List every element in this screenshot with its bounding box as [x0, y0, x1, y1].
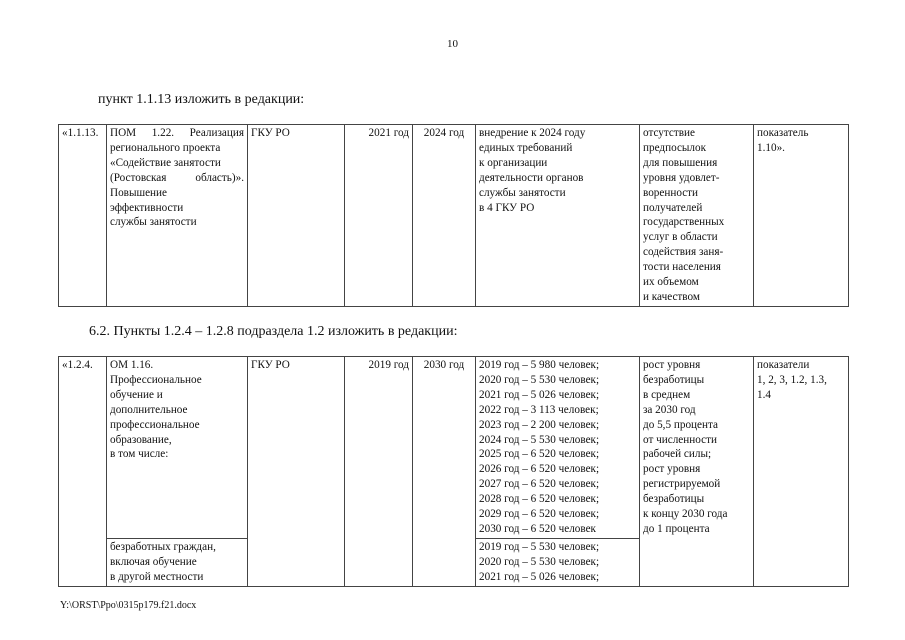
cell-indicators: показатели 1, 2, 3, 1.2, 1.3, 1.4 [754, 357, 849, 587]
cell-end-year: 2030 год [413, 357, 476, 587]
table-row [59, 357, 849, 539]
table-2 [58, 356, 849, 587]
page-number: 10 [447, 38, 458, 50]
section2-intro: 6.2. Пункты 1.2.4 – 1.2.8 подраздела 1.2 изложить в редакции: [89, 324, 458, 339]
cell-sub-expected-result: 2019 год – 5 530 человек; 2020 год – 5 530 человек; 2021 год – 5 026 человек; [476, 538, 640, 586]
cell-end-year: 2024 год [413, 125, 476, 307]
cell-expected-result: 2019 год – 5 980 человек; 2020 год – 5 530 человек; 2021 год – 5 026 человек; 2022 год – 3 113 человек; 2023 год – 2 200 человек; 2024 год – 5 530 человек; 2025 год – 6 520 человек; 2026 год – 6 520 человек; 2027 год – 6 520 человек; 2028 год – 6 520 человек; 2029 год – 6 520 человек; 2030 год – 6 520 человек [476, 357, 640, 539]
cell-number: «1.1.13. [59, 125, 107, 307]
cell-consequences: отсутствие предпосылок для повышения уровня удовлет- воренности получателей государственных услуг в области содействия заня- тости населения их объемом и качеством [640, 125, 754, 307]
cell-indicators: показатель 1.10». [754, 125, 849, 307]
cell-consequences: рост уровня безработицы в среднем за 2030 год до 5,5 процента от численности рабочей силы; рост уровня регистрируемой безработицы к концу 2030 года до 1 процента [640, 357, 754, 587]
cell-measure-name: ПОМ 1.22. Реализация регионального проекта «Содействие занятости (Ростовская область)». Повышение эффективности службы занятости [107, 125, 248, 307]
cell-expected-result: внедрение к 2024 году единых требований к организации деятельности органов службы занятости в 4 ГКУ РО [476, 125, 640, 307]
table-row [59, 125, 849, 307]
cell-executor: ГКУ РО [248, 357, 345, 587]
cell-executor: ГКУ РО [248, 125, 345, 307]
section1-intro: пункт 1.1.13 изложить в редакции: [98, 92, 305, 107]
cell-start-year: 2019 год [345, 357, 413, 587]
cell-start-year: 2021 год [345, 125, 413, 307]
cell-sub-measure-name: безработных граждан, включая обучение в другой местности [107, 538, 248, 586]
cell-measure-name: ОМ 1.16. Профессиональное обучение и дополнительное профессиональное образование, в том числе: [107, 357, 248, 539]
cell-number: «1.2.4. [59, 357, 107, 587]
file-path-footer: Y:\ORST\Ppo\0315p179.f21.docx [60, 600, 197, 611]
table-1 [58, 124, 849, 307]
